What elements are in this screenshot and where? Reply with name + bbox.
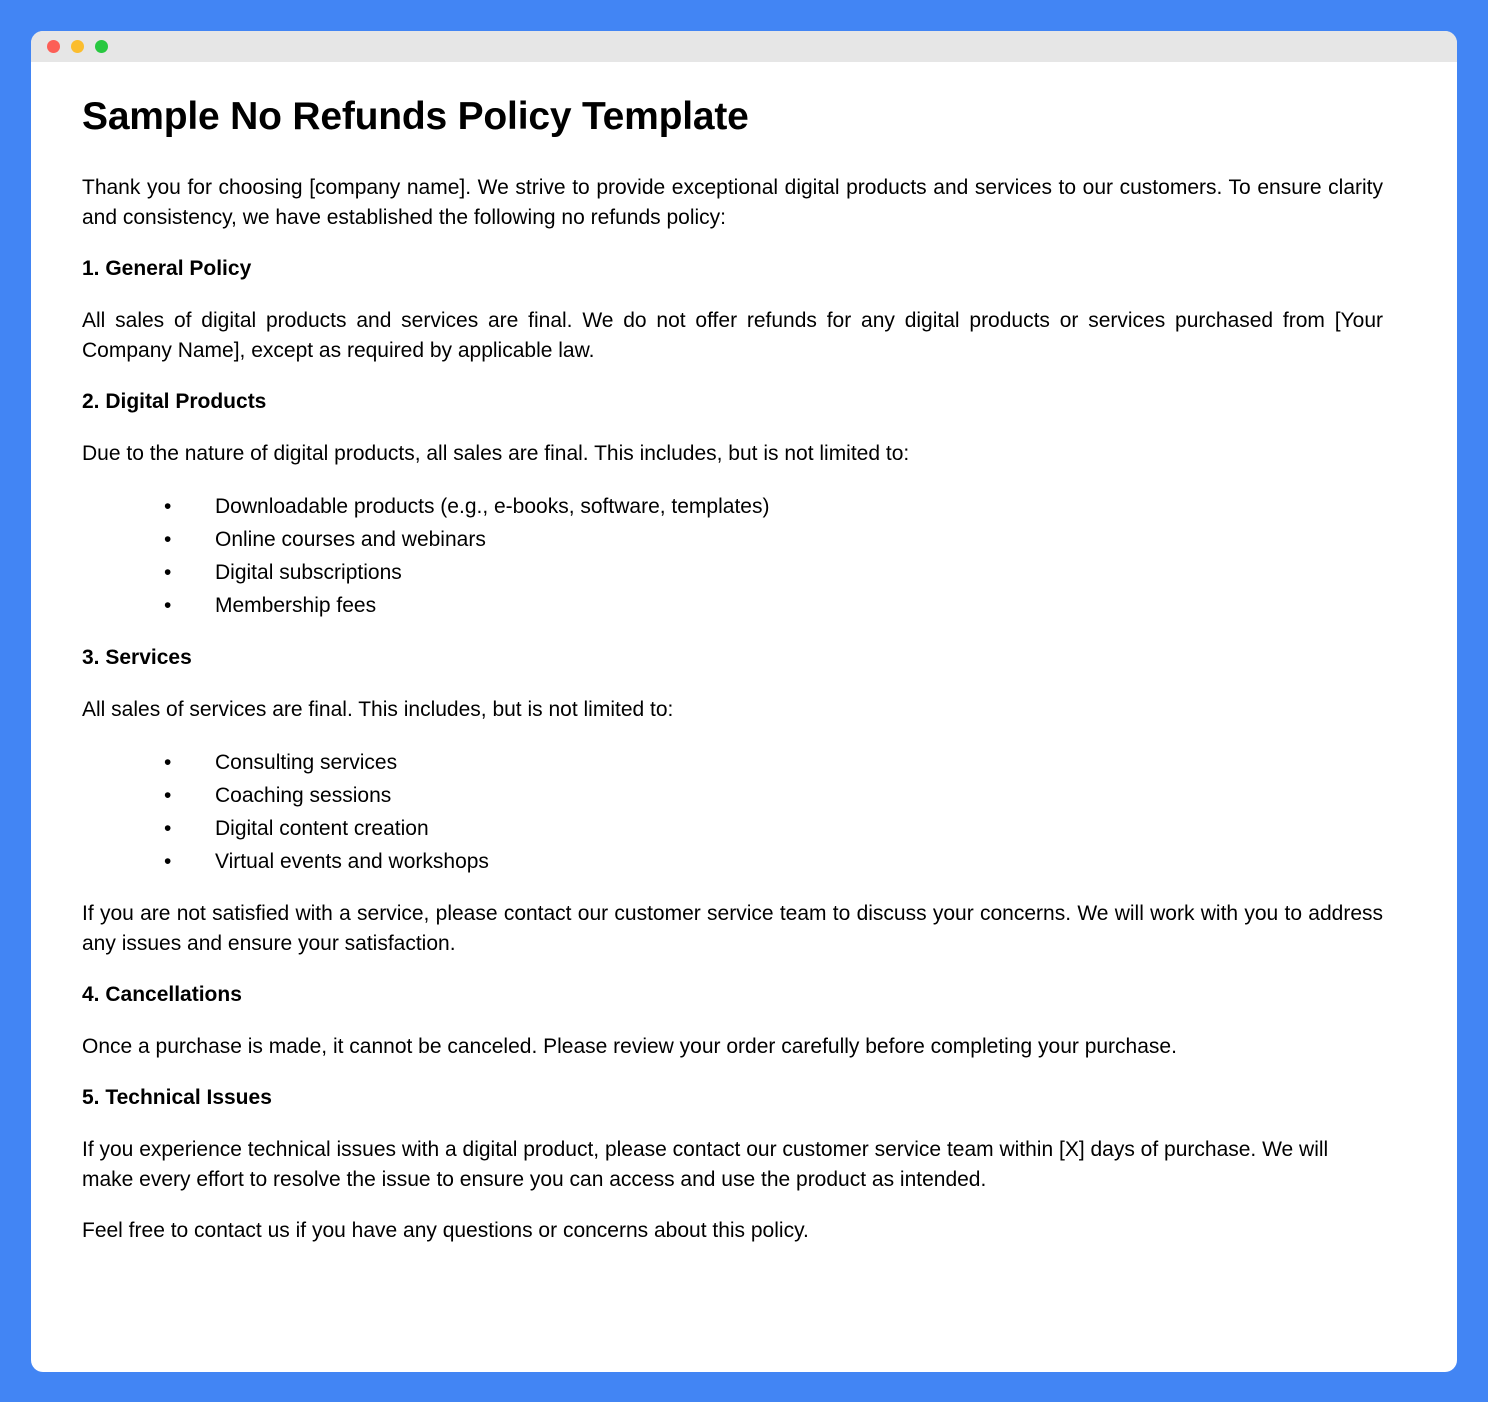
minimize-button[interactable] bbox=[71, 40, 84, 53]
section-body-general-policy: All sales of digital products and services are final. We do not offer refunds for any digital products or services purchased from [Your Company Name], except as required by applicable law. bbox=[82, 308, 1383, 362]
list-item: • Online courses and webinars bbox=[82, 523, 1383, 556]
section-body-technical-issues: If you experience technical issues with a digital product, please contact our customer service team within [X] days of purchase. We will make every effort to resolve the issue to ensure you can access and use the product as intended. bbox=[82, 1137, 1329, 1191]
list-item: • Consulting services bbox=[82, 746, 1383, 779]
section-after-services: If you are not satisfied with a service, please contact our customer service team to discuss your concerns. We will work with you to address any issues and ensure your satisfaction. bbox=[82, 901, 1383, 955]
section-body-cancellations: Once a purchase is made, it cannot be canceled. Please review your order carefully before completing your purchase. bbox=[82, 1034, 1177, 1058]
list-item: • Membership fees bbox=[82, 589, 1383, 622]
digital-products-list bbox=[82, 490, 1383, 622]
section-heading-technical-issues: 5. Technical Issues bbox=[82, 1085, 272, 1109]
close-button[interactable] bbox=[47, 40, 60, 53]
section-heading-general-policy: 1. General Policy bbox=[82, 256, 252, 280]
page-title: Sample No Refunds Policy Template bbox=[82, 95, 749, 138]
maximize-button[interactable] bbox=[95, 40, 108, 53]
section-body-services: All sales of services are final. This includes, but is not limited to: bbox=[82, 697, 674, 721]
list-item: • Digital subscriptions bbox=[82, 556, 1383, 589]
list-item: • Downloadable products (e.g., e-books, software, templates) bbox=[82, 490, 1383, 523]
section-heading-cancellations: 4. Cancellations bbox=[82, 982, 242, 1006]
closing-paragraph: Feel free to contact us if you have any questions or concerns about this policy. bbox=[82, 1218, 809, 1242]
window-title-bar bbox=[31, 31, 1457, 62]
services-list bbox=[82, 746, 1383, 878]
traffic-light-controls bbox=[47, 40, 108, 53]
section-heading-digital-products: 2. Digital Products bbox=[82, 389, 267, 413]
section-heading-services: 3. Services bbox=[82, 645, 192, 669]
section-body-digital-products: Due to the nature of digital products, all sales are final. This includes, but is not limited to: bbox=[82, 441, 910, 465]
list-item: • Coaching sessions bbox=[82, 779, 1383, 812]
browser-window bbox=[31, 31, 1457, 1372]
document-content bbox=[31, 62, 1457, 1246]
intro-paragraph: Thank you for choosing [company name]. We strive to provide exceptional digital products and services to our customers. To ensure clarity and consistency, we have established the following no refunds policy: bbox=[82, 175, 1383, 229]
list-item: • Digital content creation bbox=[82, 812, 1383, 845]
list-item: • Virtual events and workshops bbox=[82, 845, 1383, 878]
